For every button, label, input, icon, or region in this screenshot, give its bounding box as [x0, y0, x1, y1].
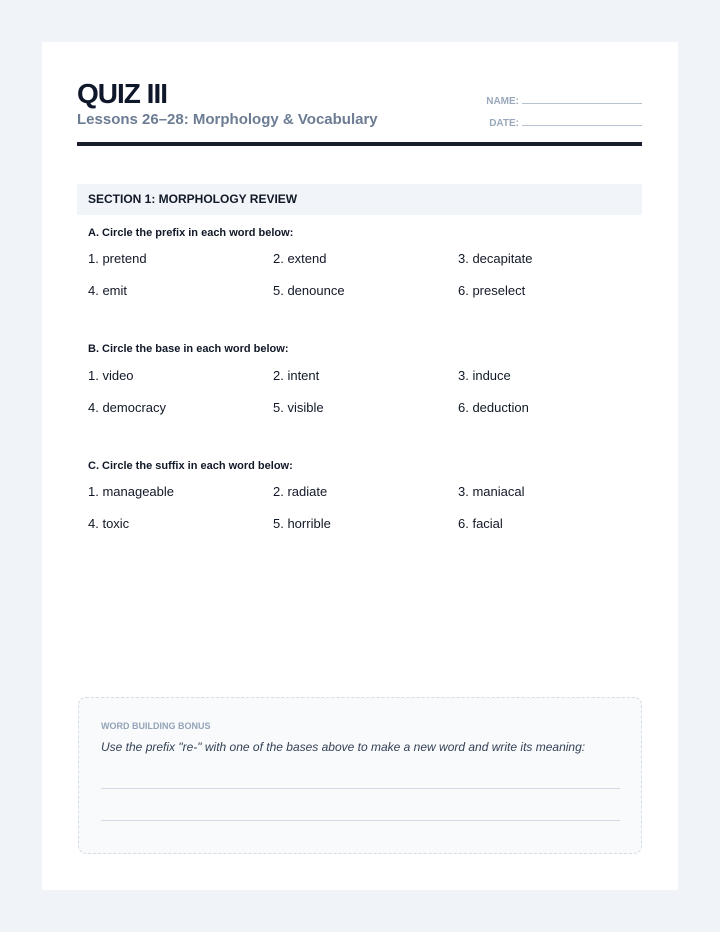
answer-line-1[interactable]	[101, 788, 620, 789]
date-field	[489, 117, 642, 130]
group-c-word-1: 1. manageable	[88, 484, 175, 499]
group-a-word-3: 3. decapitate	[458, 251, 533, 266]
group-c-word-6: 6. facial	[458, 516, 503, 531]
date-blank-line	[522, 117, 642, 126]
bonus-title: WORD BUILDING BONUS	[101, 721, 211, 731]
group-b-word-1: 1. video	[88, 368, 134, 383]
section-1-title: SECTION 1: MORPHOLOGY REVIEW	[77, 184, 642, 215]
name-label: NAME:	[486, 96, 519, 107]
group-c-word-4: 4. toxic	[88, 516, 130, 531]
quiz-page	[42, 42, 678, 890]
quiz-subtitle: Lessons 26–28: Morphology & Vocabulary	[77, 111, 378, 128]
bonus-instruction: Use the prefix "re-" with one of the bases above to make a new word and write its meaning:	[101, 740, 586, 754]
group-b-word-4: 4. democracy	[88, 400, 167, 415]
group-b-word-6: 6. deduction	[458, 400, 529, 415]
word-building-bonus-box	[78, 697, 642, 854]
name-blank-line	[522, 95, 642, 104]
group-c-word-3: 3. maniacal	[458, 484, 525, 499]
answer-line-2[interactable]	[101, 820, 620, 821]
date-label: DATE:	[489, 118, 519, 129]
group-a-word-5: 5. denounce	[273, 283, 345, 298]
group-a-word-4: 4. emit	[88, 283, 128, 298]
group-c-instruction: C. Circle the suffix in each word below:	[88, 460, 293, 472]
group-b-word-3: 3. induce	[458, 368, 511, 383]
group-b-instruction: B. Circle the base in each word below:	[88, 343, 289, 355]
group-a-word-2: 2. extend	[273, 251, 327, 266]
name-field	[486, 95, 642, 108]
group-a-word-1: 1. pretend	[88, 251, 147, 266]
group-c-word-2: 2. radiate	[273, 484, 328, 499]
group-c-word-5: 5. horrible	[273, 516, 331, 531]
group-a-instruction: A. Circle the prefix in each word below:	[88, 227, 294, 239]
group-b-word-5: 5. visible	[273, 400, 324, 415]
quiz-header	[77, 80, 642, 146]
group-a-word-6: 6. preselect	[458, 283, 526, 298]
quiz-title: QUIZ III	[77, 78, 167, 109]
group-b-word-2: 2. intent	[273, 368, 320, 383]
